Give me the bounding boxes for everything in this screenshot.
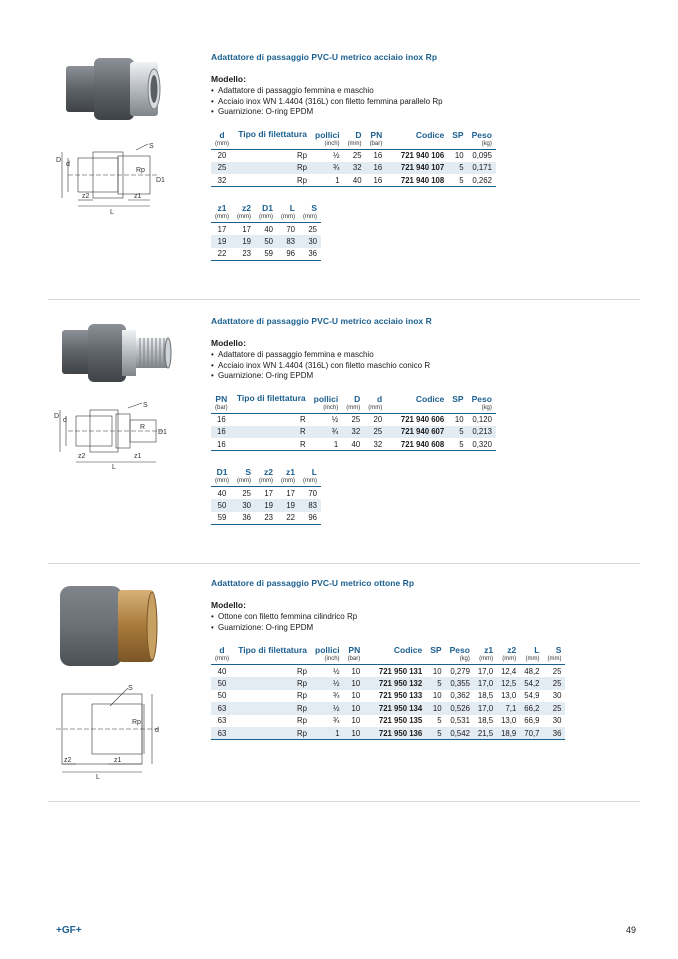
cell: Rp: [297, 716, 307, 726]
unit-cell: (mm): [255, 213, 277, 223]
cell: ½: [311, 702, 344, 715]
drawing-label: z2: [78, 453, 86, 460]
cell: 19: [233, 235, 255, 248]
cell: 18,5: [477, 716, 494, 726]
cell: 66,9: [524, 716, 540, 726]
cell: 13,0: [501, 691, 517, 701]
drawing-label: D1: [156, 177, 165, 184]
drawing-label: S: [128, 685, 133, 692]
cell: 0,526: [446, 702, 474, 715]
cell: 96: [299, 512, 321, 525]
cell: 70: [308, 488, 317, 498]
section-title: Adattatore di passaggio PVC-U metrico acciaio inox R: [211, 316, 432, 326]
unit-cell: (inch): [311, 140, 344, 150]
col-header: pollici: [313, 393, 339, 404]
table-row: [211, 413, 496, 426]
col-header: z1: [484, 645, 494, 655]
cell: 12,4: [501, 666, 517, 676]
cell: 23: [255, 512, 277, 525]
cell: 10: [351, 691, 361, 701]
cell: 16: [366, 162, 387, 175]
drawing-label: D1: [158, 429, 167, 436]
unit-cell: (mm): [277, 477, 299, 487]
unit-cell: (mm): [255, 477, 277, 487]
cell: 30: [299, 235, 321, 248]
col-header: pollici: [315, 129, 340, 140]
cell: 83: [277, 235, 299, 248]
col-header: Peso: [471, 129, 492, 140]
col-header: S: [245, 467, 251, 477]
col-header: SP: [430, 645, 442, 655]
cell: 16: [216, 415, 226, 424]
product-photo-ottone-rp: [48, 580, 188, 670]
cell: 32: [364, 438, 386, 451]
section-divider: [48, 801, 640, 802]
cell: 83: [299, 499, 321, 512]
cell: 48,2: [524, 666, 540, 676]
cell: 70: [286, 224, 295, 234]
table-row: [211, 690, 565, 703]
table-row: [211, 665, 565, 678]
table-row: [211, 438, 496, 451]
table-row: [211, 149, 496, 162]
col-header: SP: [452, 393, 464, 404]
cell: 13,0: [501, 716, 517, 726]
cell: 32: [342, 426, 364, 439]
cell: 10: [426, 702, 445, 715]
cell: 54,2: [520, 677, 543, 690]
cell: 25: [308, 224, 317, 234]
unit-cell: (mm): [543, 655, 565, 665]
cell: 10: [454, 151, 464, 160]
cell: 25: [351, 415, 361, 424]
drawing-label: S: [143, 402, 148, 409]
col-header: z2: [507, 645, 517, 655]
table-row: [211, 727, 565, 740]
technical-drawing-ottone-rp: [48, 680, 188, 780]
cell: 0,542: [446, 727, 474, 740]
cell: 0,279: [450, 666, 470, 676]
cell: ¾: [310, 426, 343, 439]
col-header: Tipo di filettatura: [238, 129, 307, 139]
cell: Rp: [297, 666, 307, 676]
gf-logo: +GF+: [56, 925, 82, 936]
cell: 18,5: [477, 691, 494, 701]
drawing-label: L: [110, 209, 114, 216]
cell: 0,262: [468, 174, 496, 187]
section-content: [211, 316, 496, 525]
feature-item: • Adattatore di passaggio femmina e maschio: [211, 350, 496, 361]
table-row: [211, 512, 321, 525]
cell: 25: [364, 426, 386, 439]
col-header: Codice: [415, 393, 445, 404]
spec-table-dimensions: [211, 467, 321, 525]
unit-cell: (mm): [342, 404, 364, 414]
col-header: Codice: [415, 129, 445, 140]
cell: 63: [211, 727, 233, 740]
product-code: 721 940 108: [386, 174, 448, 187]
unit-cell: [364, 655, 426, 665]
drawing-label: d: [155, 727, 159, 734]
col-header: S: [311, 203, 317, 213]
drawing-label: S: [149, 143, 154, 150]
unit-cell: (mm): [344, 140, 366, 150]
feature-list: [211, 612, 565, 633]
unit-cell: [386, 140, 448, 150]
drawing-label: L: [96, 774, 100, 780]
col-header: S: [555, 645, 562, 655]
cell: 59: [211, 512, 233, 525]
cell: ¾: [311, 162, 344, 175]
cell: 22: [211, 248, 233, 261]
cell: 17,0: [474, 677, 497, 690]
model-label: Modello:: [211, 74, 246, 84]
cell: 54,9: [524, 691, 540, 701]
product-code: 721 940 608: [386, 438, 448, 451]
cell: 0,531: [450, 716, 470, 726]
unit-cell: (kg): [468, 404, 496, 414]
product-code: 721 950 132: [364, 677, 426, 690]
unit-cell: (inch): [311, 655, 344, 665]
spec-table-main: [211, 645, 565, 740]
drawing-label: z1: [134, 453, 142, 460]
table-row: [211, 487, 321, 500]
col-header: L: [311, 467, 317, 477]
product-code: 721 950 134: [364, 702, 426, 715]
cell: 0,362: [450, 691, 470, 701]
cell: Rp: [233, 677, 311, 690]
drawing-label: z1: [134, 193, 142, 200]
table-row: [211, 426, 496, 439]
cell: Rp: [297, 151, 307, 160]
table-row: [211, 715, 565, 728]
col-header: D1: [262, 203, 273, 213]
col-header: D: [354, 393, 361, 404]
cell: 40: [217, 488, 227, 498]
cell: 50: [211, 499, 233, 512]
feature-list: [211, 86, 496, 118]
cell: 30: [552, 716, 562, 726]
page-number: 49: [626, 925, 637, 935]
unit-cell: [233, 140, 311, 150]
feature-item: • Guarnizione: O-ring EPDM: [211, 623, 565, 634]
cell: 10: [344, 677, 365, 690]
section-content: [211, 52, 496, 261]
cell: 25: [552, 666, 562, 676]
unit-cell: (mm): [299, 477, 321, 487]
cell: 16: [211, 426, 232, 439]
feature-item: • Ottone con filetto femmina cilindrico Rp: [211, 612, 565, 623]
cell: 10: [432, 666, 442, 676]
unit-cell: (mm): [211, 213, 233, 223]
feature-list: [211, 350, 496, 382]
col-header: Peso: [471, 393, 492, 404]
col-header: PN: [215, 393, 228, 404]
col-header: Tipo di filettatura: [238, 644, 307, 655]
table-row: [211, 248, 321, 261]
col-header: pollici: [315, 645, 340, 655]
col-header: SP: [452, 129, 464, 140]
product-code: 721 950 133: [378, 691, 423, 701]
cell: 32: [344, 162, 366, 175]
unit-cell: (mm): [211, 477, 233, 487]
cell: 63: [211, 702, 233, 715]
col-header: d: [377, 393, 383, 404]
col-header: z1: [286, 467, 295, 477]
product-code: 721 950 135: [378, 716, 423, 726]
unit-cell: [232, 404, 310, 414]
col-header: Peso: [449, 645, 470, 655]
section-divider: [48, 563, 640, 564]
section-content: [211, 578, 565, 740]
unit-cell: [233, 655, 311, 665]
cell: 40: [342, 438, 364, 451]
unit-cell: (mm): [211, 655, 233, 665]
col-header: L: [534, 645, 540, 655]
drawing-label: L: [112, 464, 116, 470]
cell: 19: [277, 499, 299, 512]
drawing-label: R: [140, 424, 146, 431]
cell: ½: [333, 151, 340, 160]
cell: 0,320: [468, 438, 496, 451]
cell: 66,2: [520, 702, 543, 715]
unit-cell: (mm): [474, 655, 497, 665]
cell: 1: [311, 174, 344, 187]
cell: Rp: [233, 727, 311, 740]
cell: Rp: [233, 162, 311, 175]
col-header: d: [219, 645, 225, 655]
cell: 0,120: [472, 415, 492, 424]
cell: 22: [277, 512, 299, 525]
unit-cell: (mm): [497, 655, 520, 665]
cell: 0,355: [446, 677, 474, 690]
product-code: 721 950 136: [364, 727, 426, 740]
cell: 17,0: [477, 666, 494, 676]
cell: 7,1: [497, 702, 520, 715]
cell: 50: [255, 235, 277, 248]
cell: 25: [543, 677, 565, 690]
cell: R: [232, 438, 310, 451]
table-row: [211, 174, 496, 187]
cell: 10: [344, 702, 365, 715]
cell: 1: [310, 438, 343, 451]
product-code: 721 940 606: [400, 415, 445, 424]
col-header: PN: [348, 645, 361, 655]
table-row: [211, 702, 565, 715]
cell: 16: [211, 438, 232, 451]
unit-cell: (mm): [299, 213, 321, 223]
cell: 5: [448, 426, 467, 439]
cell: 5: [426, 677, 445, 690]
cell: 10: [454, 415, 464, 424]
cell: 18,9: [497, 727, 520, 740]
table-row: [211, 235, 321, 248]
drawing-label: d: [66, 161, 70, 168]
product-code: 721 940 607: [386, 426, 448, 439]
drawing-label: D: [54, 413, 60, 420]
col-header: z1: [217, 203, 227, 213]
table-row: [211, 162, 496, 175]
product-code: 721 950 131: [378, 666, 423, 676]
cell: Rp: [233, 174, 311, 187]
cell: 19: [211, 235, 233, 248]
product-code: 721 940 106: [400, 151, 445, 160]
drawing-label: D: [56, 157, 62, 164]
unit-cell: (mm): [364, 404, 386, 414]
cell: ¾: [333, 691, 340, 701]
unit-cell: (mm): [233, 213, 255, 223]
col-header: PN: [370, 129, 383, 140]
cell: 36: [543, 727, 565, 740]
cell: 36: [233, 512, 255, 525]
cell: 70,7: [520, 727, 543, 740]
unit-cell: (bar): [366, 140, 387, 150]
cell: 20: [217, 151, 227, 160]
cell: 17,0: [474, 702, 497, 715]
technical-drawing-inox-rp: [48, 140, 188, 220]
col-header: z2: [242, 203, 251, 213]
model-label: Modello:: [211, 600, 246, 610]
cell: 36: [299, 248, 321, 261]
unit-cell: (bar): [344, 655, 365, 665]
cell: 63: [217, 716, 227, 726]
cell: 12,5: [497, 677, 520, 690]
technical-drawing-inox-r: [48, 400, 188, 470]
col-header: D1: [216, 467, 228, 477]
cell: 40: [217, 666, 227, 676]
unit-cell: (kg): [446, 655, 474, 665]
cell: 5: [448, 162, 467, 175]
feature-item: • Guarnizione: O-ring EPDM: [211, 107, 496, 118]
cell: 17: [286, 488, 295, 498]
cell: 5: [426, 727, 445, 740]
feature-item: • Acciaio inox WN 1.4404 (316L) con filetto femmina parallelo Rp: [211, 97, 496, 108]
cell: 40: [264, 224, 273, 234]
col-header: z2: [264, 467, 273, 477]
unit-cell: [448, 404, 467, 414]
unit-cell: [426, 655, 445, 665]
unit-cell: (bar): [211, 404, 232, 414]
product-code: 721 940 107: [386, 162, 448, 175]
unit-cell: [386, 404, 448, 414]
col-header: D: [355, 129, 362, 140]
cell: 17: [264, 488, 273, 498]
cell: Rp: [233, 702, 311, 715]
cell: 0,095: [472, 151, 492, 160]
cell: 10: [351, 716, 361, 726]
feature-item: • Adattatore di passaggio femmina e maschio: [211, 86, 496, 97]
cell: 5: [448, 438, 467, 451]
feature-item: • Guarnizione: O-ring EPDM: [211, 371, 496, 382]
table-row: [211, 223, 321, 236]
drawing-label: Rp: [136, 167, 145, 174]
unit-cell: (mm): [277, 213, 299, 223]
cell: 17: [217, 224, 227, 234]
drawing-label: z2: [82, 193, 90, 200]
unit-cell: (inch): [310, 404, 343, 414]
cell: ¾: [333, 716, 340, 726]
col-header: Codice: [393, 645, 423, 655]
cell: 10: [432, 691, 442, 701]
unit-cell: (mm): [520, 655, 543, 665]
cell: 40: [344, 174, 366, 187]
cell: 25: [242, 488, 251, 498]
cell: 16: [366, 174, 387, 187]
cell: R: [300, 415, 306, 424]
drawing-label: z1: [114, 757, 122, 764]
table-row: [211, 499, 321, 512]
cell: 23: [233, 248, 255, 261]
cell: 25: [543, 702, 565, 715]
section-divider: [48, 299, 640, 300]
cell: Rp: [297, 691, 307, 701]
spec-table-main: [211, 394, 496, 452]
cell: 20: [373, 415, 383, 424]
drawing-label: Rp: [132, 719, 141, 726]
cell: 32: [211, 174, 233, 187]
unit-cell: [448, 140, 467, 150]
drawing-label: d: [63, 417, 67, 424]
col-header: d: [219, 129, 225, 140]
table-row: [211, 677, 565, 690]
model-label: Modello:: [211, 338, 246, 348]
drawing-label: z2: [64, 757, 72, 764]
col-header: Tipo di filettatura: [236, 393, 306, 403]
cell: 0,171: [468, 162, 496, 175]
spec-table-dimensions: [211, 203, 321, 261]
product-photo-inox-rp: [48, 52, 188, 132]
cell: 10: [351, 666, 361, 676]
cell: R: [232, 426, 310, 439]
section-title: Adattatore di passaggio PVC-U metrico ottone Rp: [211, 578, 415, 588]
col-header: L: [289, 203, 295, 213]
cell: 50: [211, 677, 233, 690]
cell: 17: [242, 224, 251, 234]
cell: 5: [437, 716, 442, 726]
cell: 59: [255, 248, 277, 261]
cell: 96: [277, 248, 299, 261]
feature-item: • Acciaio inox WN 1.4404 (316L) con filetto maschio conico R: [211, 361, 496, 372]
cell: 5: [448, 174, 467, 187]
cell: 30: [552, 691, 562, 701]
cell: 10: [344, 727, 365, 740]
cell: 1: [311, 727, 344, 740]
unit-cell: (mm): [211, 140, 233, 150]
unit-cell: (kg): [468, 140, 496, 150]
cell: 0,213: [468, 426, 496, 439]
product-photo-inox-r: [48, 318, 188, 398]
spec-table-main: [211, 130, 496, 188]
cell: ½: [331, 415, 339, 424]
cell: 50: [217, 691, 227, 701]
cell: 30: [233, 499, 255, 512]
cell: 25: [211, 162, 233, 175]
cell: ½: [311, 677, 344, 690]
cell: ½: [333, 666, 340, 676]
cell: 25: [352, 151, 362, 160]
section-title: Adattatore di passaggio PVC-U metrico acciaio inox Rp: [211, 52, 438, 62]
unit-cell: (mm): [233, 477, 255, 487]
cell: 16: [373, 151, 383, 160]
cell: 21,5: [474, 727, 497, 740]
cell: 19: [255, 499, 277, 512]
